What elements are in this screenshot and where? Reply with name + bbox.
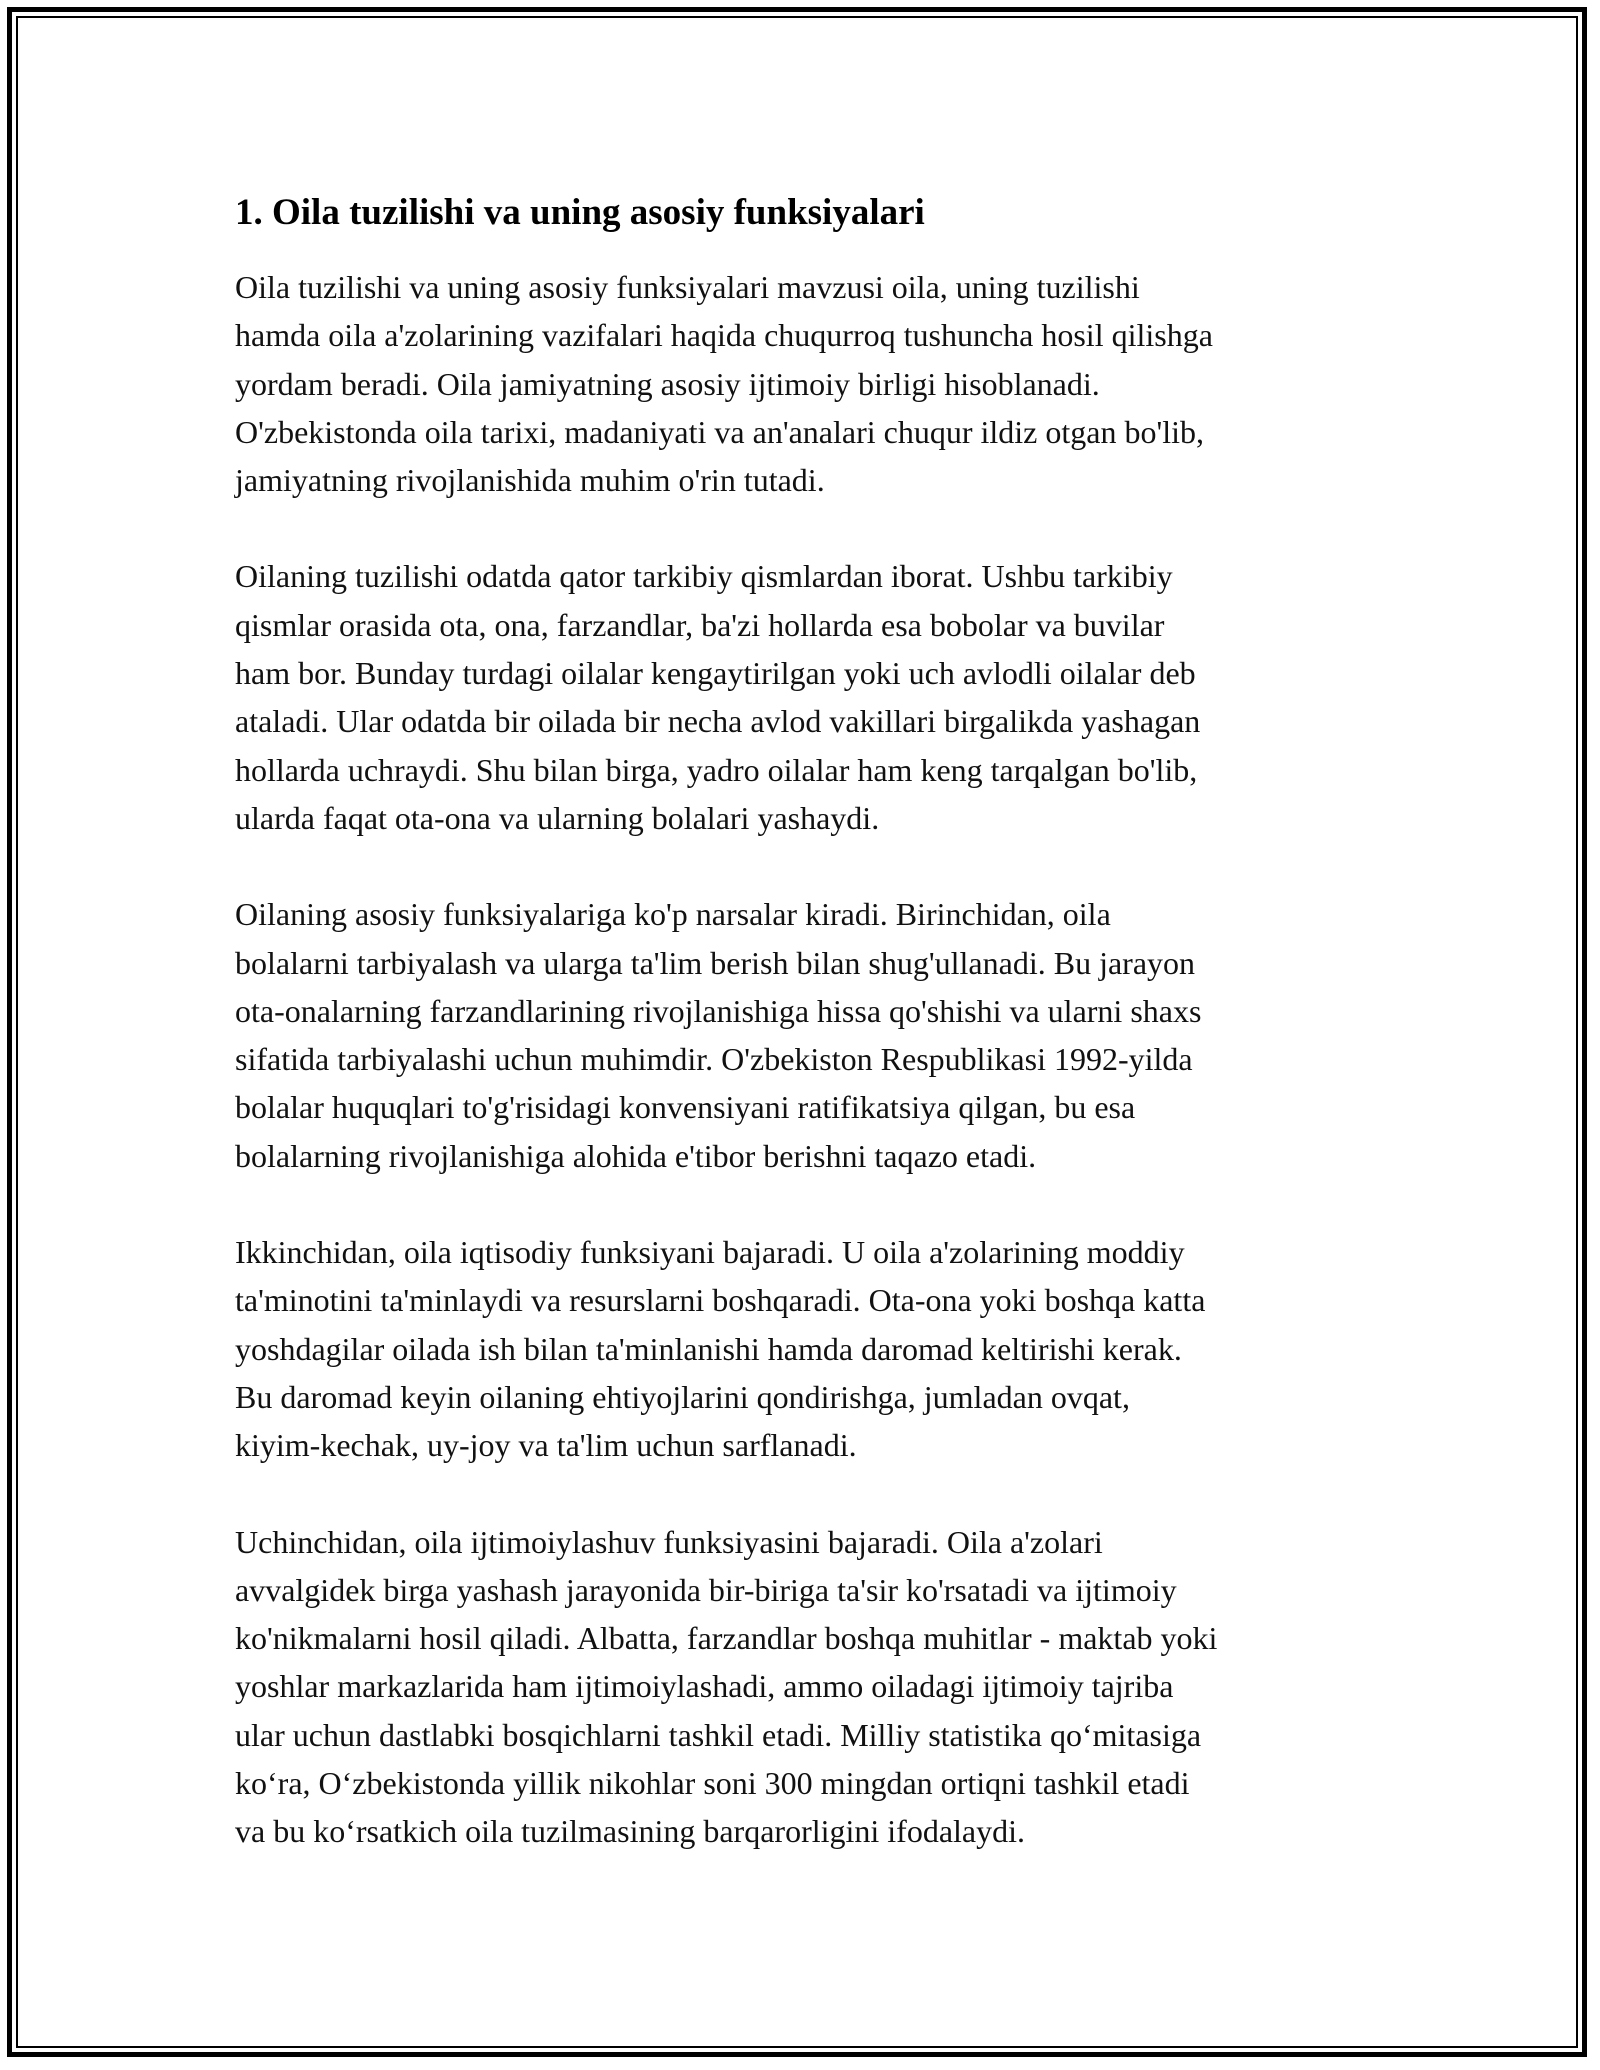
paragraph-line: sifatida tarbiyalashi uchun muhimdir. O'zbekiston Respublikasi 1992-yilda <box>235 1041 1193 1078</box>
paragraph-line: ko‘ra, O‘zbekistonda yillik nikohlar soni 300 mingdan ortiqni tashkil etadi <box>235 1765 1190 1802</box>
paragraph-line: va bu ko‘rsatkich oila tuzilmasining barqarorligini ifodalaydi. <box>235 1813 1026 1850</box>
paragraph-list <box>235 263 1370 1856</box>
paragraph-line: ularda faqat ota-ona va ularning bolalari yashaydi. <box>235 799 880 836</box>
paragraph-line: bolalar huquqlari to'g'risidagi konvensiyani ratifikatsiya qilgan, bu esa <box>235 1089 1136 1126</box>
body-paragraph <box>235 552 1370 842</box>
paragraph-line: jamiyatning rivojlanishida muhim o'rin tutadi. <box>235 462 825 499</box>
paragraph-line: ta'minotini ta'minlaydi va resurslarni boshqaradi. Ota-ona yoki boshqa katta <box>235 1282 1206 1319</box>
paragraph-line: ko'nikmalarni hosil qiladi. Albatta, farzandlar boshqa muhitlar - maktab yoki <box>235 1620 1218 1657</box>
paragraph-line: hollarda uchraydi. Shu bilan birga, yadro oilalar ham keng tarqalgan bo'lib, <box>235 751 1198 788</box>
paragraph-line: O'zbekistonda oila tarixi, madaniyati va an'analari chuqur ildiz otgan bo'lib, <box>235 413 1204 450</box>
paragraph-line: bolalarning rivojlanishiga alohida e'tibor berishni taqazo etadi. <box>235 1137 1037 1174</box>
paragraph-line: Oilaning tuzilishi odatda qator tarkibiy qismlardan iborat. Ushbu tarkibiy <box>235 558 1173 595</box>
paragraph-line: bolalarni tarbiyalash va ularga ta'lim berish bilan shug'ullanadi. Bu jarayon <box>235 944 1196 981</box>
paragraph-line: Uchinchidan, oila ijtimoiylashuv funksiyasini bajaradi. Oila a'zolari <box>235 1523 1103 1560</box>
paragraph-line: hamda oila a'zolarining vazifalari haqida chuqurroq tushuncha hosil qilishga <box>235 317 1213 354</box>
paragraph-line: kiyim-kechak, uy-joy va ta'lim uchun sarflanadi. <box>235 1427 857 1464</box>
paragraph-line: yoshdagilar oilada ish bilan ta'minlanishi hamda daromad keltirishi kerak. <box>235 1330 1182 1367</box>
paragraph-line: yordam beradi. Oila jamiyatning asosiy ijtimoiy birligi hisoblanadi. <box>235 365 1100 402</box>
paragraph-line: Bu daromad keyin oilaning ehtiyojlarini qondirishga, jumladan ovqat, <box>235 1378 1130 1415</box>
paragraph-line: Ikkinchidan, oila iqtisodiy funksiyani bajaradi. U oila a'zolarining moddiy <box>235 1234 1185 1271</box>
body-paragraph <box>235 263 1370 504</box>
paragraph-line: Oilaning asosiy funksiyalariga ko'p narsalar kiradi. Birinchidan, oila <box>235 896 1111 933</box>
body-paragraph <box>235 1518 1370 1856</box>
paragraph-line: ataladi. Ular odatda bir oilada bir necha avlod vakillari birgalikda yashagan <box>235 703 1201 740</box>
paragraph-line: avvalgidek birga yashash jarayonida bir-biriga ta'sir ko'rsatadi va ijtimoiy <box>235 1571 1177 1608</box>
paragraph-line: ota-onalarning farzandlarining rivojlanishiga hissa qo'shishi va ularni shaxs <box>235 992 1202 1029</box>
body-paragraph <box>235 890 1370 1180</box>
paragraph-line: qismlar orasida ota, ona, farzandlar, ba'zi hollarda esa bobolar va buvilar <box>235 606 1165 643</box>
paragraph-line: Oila tuzilishi va uning asosiy funksiyalari mavzusi oila, uning tuzilishi <box>235 269 1140 305</box>
section-heading: 1. Oila tuzilishi va uning asosiy funksiyalari <box>235 192 925 233</box>
paragraph-line: ular uchun dastlabki bosqichlarni tashkil etadi. Milliy statistika qo‘mitasiga <box>235 1716 1202 1753</box>
document-body <box>235 188 1370 1904</box>
paragraph-line: yoshlar markazlarida ham ijtimoiylashadi, ammo oiladagi ijtimoiy tajriba <box>235 1668 1174 1705</box>
body-paragraph <box>235 1228 1370 1469</box>
paragraph-line: ham bor. Bunday turdagi oilalar kengaytirilgan yoki uch avlodli oilalar deb <box>235 655 1196 692</box>
